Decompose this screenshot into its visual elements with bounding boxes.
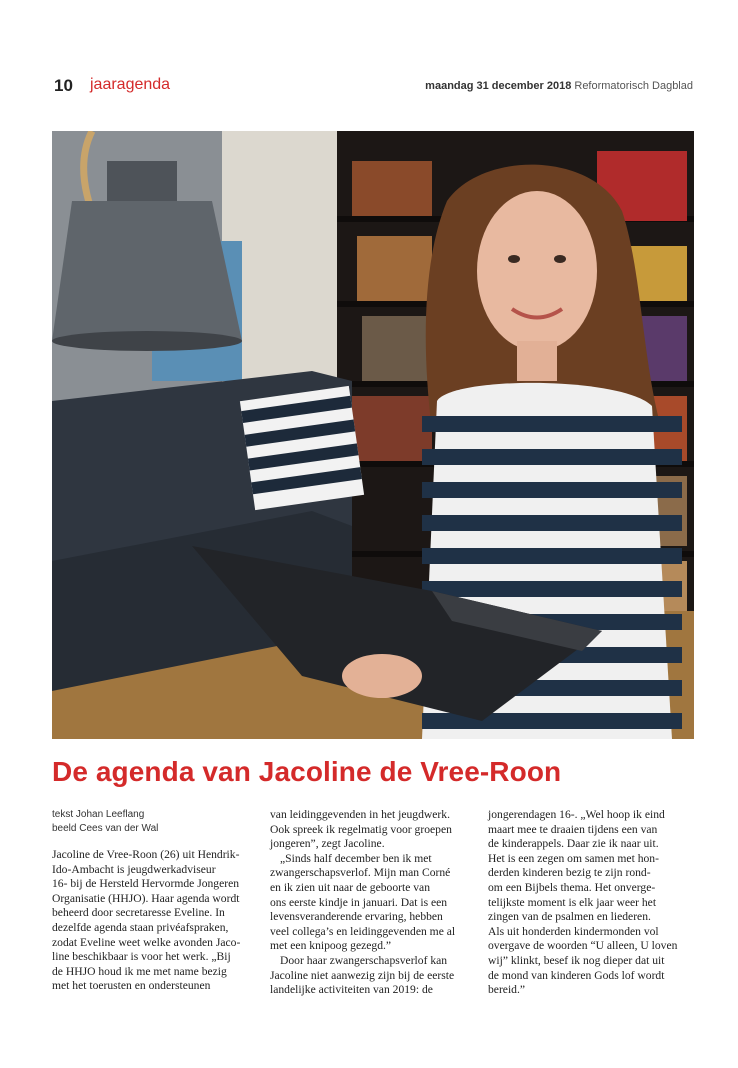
photo-credit: beeld Cees van der Wal	[52, 823, 159, 834]
paragraph-line: telijkste moment is elk jaar weer het	[488, 895, 657, 909]
paragraph-line: zingen van de psalmen en liederen.	[488, 910, 651, 924]
paragraph-line: veel collega’s en leidinggevenden me al	[270, 924, 456, 938]
paragraph-line: met het toerusten en ondersteunen	[52, 979, 211, 993]
paragraph-line: jongeren”, zegt Jacoline.	[270, 837, 385, 851]
article-photo	[52, 131, 694, 739]
paragraph-line: wij” klinkt, besef ik nog dieper dat uit	[488, 953, 665, 967]
paragraph-line: zwangerschapsverlof. Mijn man Corné	[270, 866, 451, 880]
paragraph-line: derden kinderen bezig te zijn rond-	[488, 866, 651, 880]
paragraph-line: dezelfde agenda staan privéafspraken,	[52, 920, 229, 934]
article-column-3	[488, 808, 698, 998]
text-credit: tekst Johan Leeflang	[52, 809, 145, 820]
article-column-1	[52, 808, 262, 994]
issue-date: maandag 31 december 2018	[425, 80, 572, 92]
paragraph-line: zodat Eveline weet welke avonden Jaco-	[52, 935, 241, 949]
newspaper-name: Reformatorisch Dagblad	[574, 80, 693, 92]
paragraph-line: Ido-Ambacht is jeugdwerkadviseur	[52, 862, 216, 876]
paragraph-line: „Sinds half december ben ik met	[280, 851, 432, 865]
paragraph-line: Organisatie (HHJO). Haar agenda wordt	[52, 891, 240, 905]
page-header-info	[425, 80, 693, 92]
paragraph-line: jongerendagen 16-. „Wel hoop ik eind	[488, 808, 665, 821]
paragraph-line: ons eerste kindje in januari. Dat is een	[270, 895, 448, 909]
paragraph-line: Als uit honderden kindermonden vol	[488, 924, 659, 938]
paragraph-line: de kinderappels. Daar zie ik naar uit.	[488, 837, 659, 851]
photo-illustration	[52, 131, 694, 739]
paragraph-line: de mond van kinderen Gods lof wordt	[488, 968, 665, 982]
article-credits	[52, 808, 262, 836]
paragraph-line: van leidinggevenden in het jeugdwerk.	[270, 808, 450, 821]
paragraph-line: overgave de woorden “U alleen, U loven	[488, 939, 678, 953]
page-number: 10	[54, 76, 73, 95]
section-name: jaaragenda	[90, 76, 171, 93]
paragraph-line: Jacoline niet aanwezig zijn bij de eerste	[270, 968, 455, 982]
paragraph-line: landelijke activiteiten van 2019: de	[270, 983, 433, 997]
paragraph-line: met een knipoog gezegd.”	[270, 939, 392, 953]
article-column-2	[270, 808, 480, 998]
paragraph-line: de HHJO houd ik me met name bezig	[52, 964, 227, 978]
paragraph-line: Jacoline de Vree-Roon (26) uit Hendrik-	[52, 848, 240, 861]
paragraph-line: Ook spreek ik regelmatig voor groepen	[270, 822, 452, 836]
paragraph-line: levensveranderende ervaring, hebben	[270, 910, 443, 924]
article-headline: De agenda van Jacoline de Vree-Roon	[52, 756, 562, 787]
paragraph-line: beheerd door secretaresse Eveline. In	[52, 906, 225, 920]
paragraph-line: line beschikbaar is voor het werk. „Bij	[52, 950, 231, 964]
paragraph-line: om een Bijbels thema. Het onverge-	[488, 880, 656, 894]
paragraph-line: bereid.”	[488, 983, 526, 997]
paragraph-line: Het is een zegen om samen met hon-	[488, 851, 659, 865]
paragraph-line: 16- bij de Hersteld Hervormde Jongeren	[52, 877, 240, 891]
paragraph-line: Door haar zwangerschapsverlof kan	[280, 953, 448, 967]
paragraph-line: maart mee te draaien tijdens een van	[488, 822, 658, 836]
paragraph-line: en ik zien uit naar de geboorte van	[270, 880, 430, 894]
